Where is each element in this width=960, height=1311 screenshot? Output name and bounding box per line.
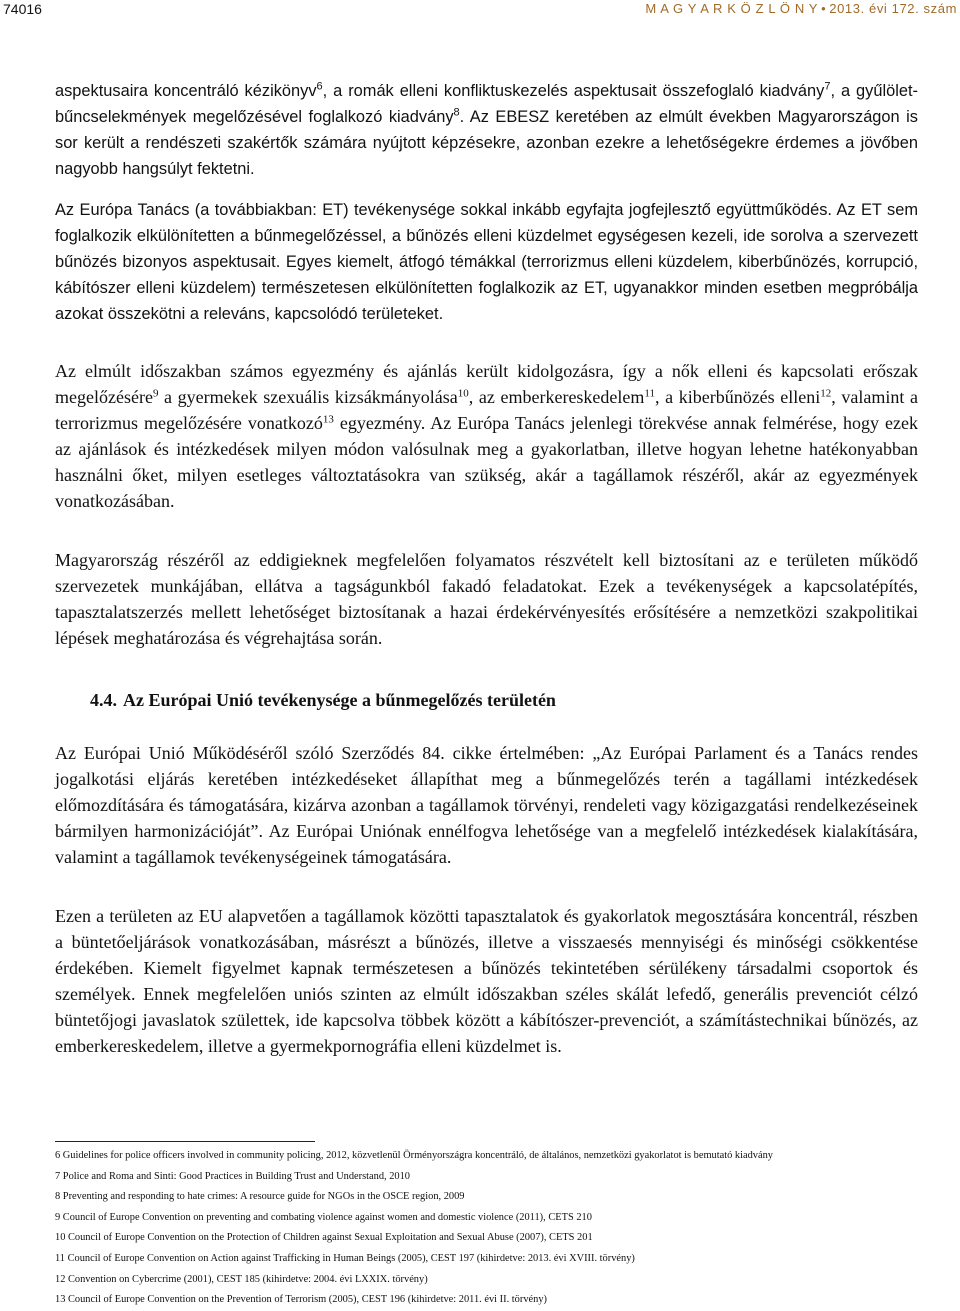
p1-text-3: , a gyűlölet-bűncselekmények megelőzésével foglalkozó kiadvány <box>55 82 918 126</box>
footnote-6: 6 Guidelines for police officers involved in community policing, 2012, közvetlenül Örményországra koncentráló, de általános, nemzetközi gyakorlatot is bemutató kiadvány <box>55 1150 774 1161</box>
p3-text-1: Az elmúlt időszakban számos egyezmény és ajánlás került kidolgozásra, így a nők elleni és kapcsolati erőszak megelőzésére <box>55 361 918 407</box>
footnote-7: 7 Police and Roma and Sinti: Good Practices in Building Trust and Understand, 2010 <box>55 1170 410 1182</box>
footnote-ref-9: 9 <box>152 387 159 400</box>
footnote-13: 13 Council of Europe Convention on the Prevention of Terrorism (2005), CEST 196 (kihirdetve: 2011. évi II. törvény) <box>55 1294 547 1306</box>
footnotes <box>55 1146 935 1311</box>
footnote-10: 10 Council of Europe Convention on the Protection of Children against Sexual Exploitation and Sexual Abuse (2007), CETS 201 <box>55 1232 593 1244</box>
issue-number: 2013. évi 172. szám <box>829 1 957 16</box>
footnote-ref-6: 6 <box>316 80 323 93</box>
footnote-ref-11: 11 <box>644 387 655 400</box>
footnote-9: 9 Council of Europe Convention on preventing and combating violence against women and domestic violence (2011), CETS 210 <box>55 1211 592 1223</box>
p3-text-3: , az emberkereskedelem <box>468 387 645 407</box>
footnote-12: 12 Convention on Cybercrime (2001), CEST 185 (kihirdetve: 2004. évi LXXIX. törvény) <box>55 1273 428 1285</box>
footnote-divider <box>55 1141 315 1142</box>
footnote-ref-7: 7 <box>824 80 831 93</box>
p2-text: Az Európa Tanács (a továbbiakban: ET) tevékenysége sokkal inkább egyfajta jogfejlesztő együttműködés. Az ET sem foglalkozik elkülönítetten a bűnmegelőzéssel, a bűnözés elleni küzdelmet egységesen kezeli, ide sorolva a szervezett bűnözés bizonyos aspektusait. Egyes kiemelt, átfogó témákkal (terrorizmus elleni küzdelem, kiberbűnözés, korrupció, kábítószer elleni küzdelem) természetesen elkülönítetten foglalkozik az ET, ugyanakkor minden esetben megpróbálja azokat összekötni a releváns, kapcsolódó területeket. <box>55 201 918 323</box>
paragraph-3 <box>55 358 918 514</box>
journal-title <box>645 1 957 16</box>
p3-text-6: egyezmény. Az Európa Tanács jelenlegi törekvése annak felmérése, hogy ezek az ajánlások és intézkedések milyen módon valósulnak meg a gyakorlatban, illetve hogyan lehetne hatékonyabban használni őket, milyen esetleges változtatásokra van szükség, akár a tagállamok részéről, akár az egyezmények vonatkozásában. <box>55 413 918 511</box>
section-number: 4.4. <box>90 690 117 710</box>
p5-text: Az Európai Unió Működéséről szóló Szerződés 84. cikke értelmében: „Az Európai Parlament és a Tanács rendes jogalkotási eljárás keretében intézkedéseket állapíthat meg a bűnmegelőzés terén a tagállami intézkedések előmozdítására és támogatására, kizárva azonban a tagállamok törvényi, rendeleti vagy közigazgatási rendelkezéseinek bármilyen harmonizációját”. Az Európai Uniónak ennélfogva lehetősége van a megfelelő intézkedések kialakítására, valamint a tagállamok tevékenységeinek támogatására. <box>55 743 918 867</box>
p4-text: Magyarország részéről az eddigieknek megfelelően folyamatos részvételt kell biztosítani az e területen működő szervezetek munkájában, ellátva a tagságunkból fakadó feladatokat. Ezek a tevékenységek a kapcsolatépítés, tapasztalatszerzés mellett lehetőséget biztosítanak a hazai érdekérvényesítés erősítésére a nemzetközi szakpolitikai lépések meghatározása és végrehajtása során. <box>55 550 918 648</box>
footnote-ref-10: 10 <box>457 387 469 400</box>
footnote-ref-13: 13 <box>322 413 334 426</box>
section-heading <box>90 690 910 711</box>
page-number: 74016 <box>3 1 42 17</box>
p3-text-4: , a kiberbűnözés elleni <box>655 387 821 407</box>
header-bullet: • <box>821 1 827 16</box>
section-title: Az Európai Unió tevékenysége a bűnmegelőzés területén <box>123 690 556 710</box>
paragraph-5 <box>55 740 918 870</box>
p1-text-4: . Az EBESZ keretében az elmúlt években Magyarországon is sor került a rendészeti szakértők számára nyújtott képzésekre, azonban ezekre a lehetőségekre érdemes a jövőben nagyobb hangsúlyt fektetni. <box>55 108 918 178</box>
footnote-ref-8: 8 <box>453 106 460 119</box>
p1-text-1: aspektusaira koncentráló kézikönyv <box>55 82 317 100</box>
journal-name: M A G Y A R K Ö Z L Ö N Y <box>645 1 819 16</box>
paragraph-6 <box>55 903 918 1059</box>
paragraph-2 <box>55 197 918 327</box>
footnote-ref-12: 12 <box>820 387 832 400</box>
page-header <box>0 0 960 24</box>
p3-text-2: a gyermekek szexuális kizsákmányolása <box>158 387 458 407</box>
footnote-11: 11 Council of Europe Convention on Action against Trafficking in Human Beings (2005), CEST 197 (kihirdetve: 2013. évi XVIII. törvény) <box>55 1252 635 1264</box>
p3-text-5: , valamint a terrorizmus megelőzésére vonatkozó <box>55 387 918 433</box>
footnote-8: 8 Preventing and responding to hate crimes: A resource guide for NGOs in the OSCE region, 2009 <box>55 1191 465 1203</box>
p1-text-2: , a romák elleni konfliktuskezelés aspektusait összefoglaló kiadvány <box>322 82 825 100</box>
paragraph-4 <box>55 547 918 651</box>
p6-text: Ezen a területen az EU alapvetően a tagállamok közötti tapasztalatok és gyakorlatok megosztására koncentrál, részben a büntetőeljárások vonatkozásában, másrészt a bűnözés, illetve a visszaesés mennyiségi és minőségi csökkentése érdekében. Kiemelt figyelmet kapnak természetesen a bűnözés tekintetében sérülékeny társadalmi csoportok és személyek. Ennek megfelelően uniós szinten az elmúlt időszakban széles skálát lefedő, generális prevenciót célzó büntetőjogi javaslatok születtek, ide kapcsolva többek között a kábítószer-prevenciót, a számítástechnikai bűnözés, az emberkereskedelem, illetve a gyermekpornográfia elleni küzdelmet is. <box>55 906 918 1056</box>
paragraph-1 <box>55 78 918 182</box>
